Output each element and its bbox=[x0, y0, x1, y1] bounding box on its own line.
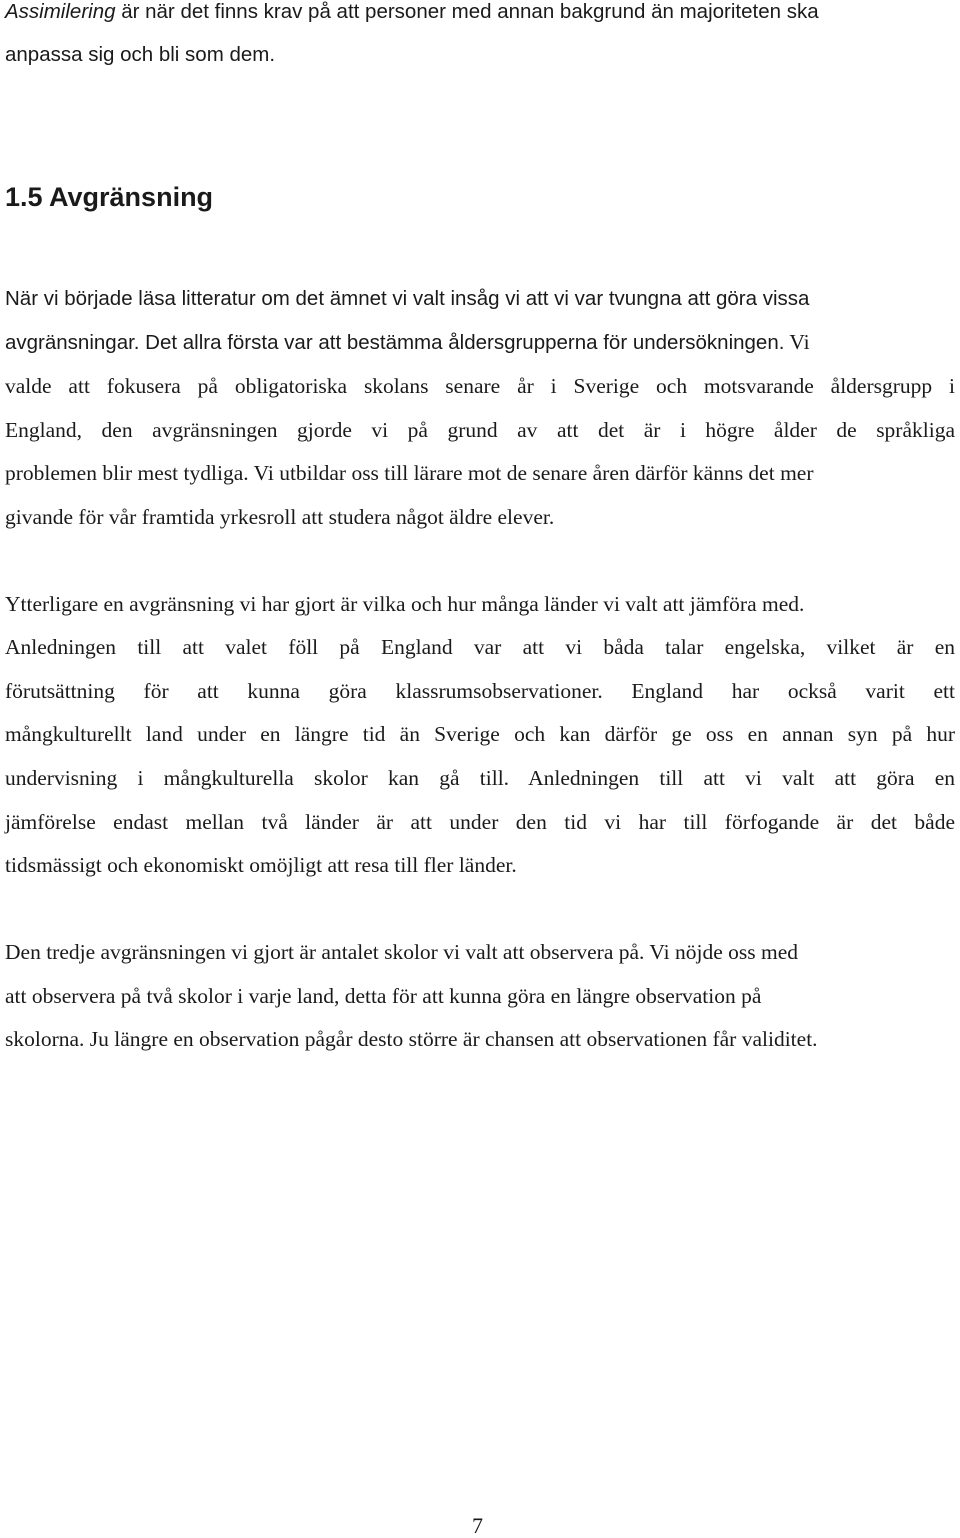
section-heading: 1.5 Avgränsning bbox=[5, 182, 214, 212]
paragraph-1-line-1: När vi började läsa litteratur om det ämnet vi valt insåg vi att vi var tvungna att göra vissa bbox=[5, 287, 810, 310]
paragraph-2-line-7: tidsmässigt och ekonomiskt omöjligt att resa till fler länder. bbox=[5, 853, 517, 877]
paragraph-1-line-6: givande för vår framtida yrkesroll att studera något äldre elever. bbox=[5, 505, 555, 529]
paragraph-1-line-5a: problemen blir mest tydliga. bbox=[5, 461, 249, 485]
intro-line-2: anpassa sig och bli som dem. bbox=[5, 43, 276, 66]
paragraph-3-line-1: Den tredje avgränsningen vi gjort är antalet skolor vi valt att observera på. Vi nöjde oss med bbox=[5, 940, 798, 964]
paragraph-1-line-3: valde att fokusera på obligatoriska skolans senare år i Sverige och motsvarande åldersgrupp i bbox=[5, 374, 955, 398]
page-number: 7 bbox=[472, 1513, 483, 1538]
paragraph-1-line-5b: Vi utbildar oss till lärare mot de senare åren därför känns det mer bbox=[248, 461, 814, 485]
paragraph-1-line-2a: avgränsningar. Det allra första var att bestämma åldersgrupperna för undersökningen. bbox=[5, 331, 785, 354]
intro-term: Assimilering bbox=[5, 0, 116, 23]
paragraph-2-line-4: mångkulturellt land under en längre tid än Sverige och kan därför ge oss en annan syn på hur bbox=[5, 722, 955, 746]
paragraph-3-line-3: skolorna. Ju längre en observation pågår desto större är chansen att observationen får validitet. bbox=[5, 1027, 818, 1051]
paragraph-2-line-3: förutsättning för att kunna göra klassrumsobservationer. England har också varit ett bbox=[5, 679, 955, 703]
paragraph-1-line-2b: Vi bbox=[784, 330, 810, 354]
paragraph-1-line-4: England, den avgränsningen gjorde vi på grund av att det är i högre ålder de språkliga bbox=[5, 418, 955, 442]
paragraph-1-line-5 bbox=[5, 463, 814, 485]
paragraph-1-line-2 bbox=[5, 332, 810, 354]
intro-line-1-text: är när det finns krav på att personer med annan bakgrund än majoriteten ska bbox=[115, 0, 819, 23]
paragraph-2-line-1: Ytterligare en avgränsning vi har gjort är vilka och hur många länder vi valt att jämföra med. bbox=[5, 592, 805, 616]
paragraph-2-line-2: Anledningen till att valet föll på England var att vi båda talar engelska, vilket är en bbox=[5, 635, 955, 659]
paragraph-2-line-5: undervisning i mångkulturella skolor kan gå till. Anledningen till att vi valt att göra en bbox=[5, 766, 955, 790]
paragraph-2-line-6: jämförelse endast mellan två länder är att under den tid vi har till förfogande är det både bbox=[5, 810, 955, 834]
paragraph-3-line-2: att observera på två skolor i varje land, detta för att kunna göra en längre observation på bbox=[5, 984, 762, 1008]
intro-line-1 bbox=[5, 2, 819, 23]
